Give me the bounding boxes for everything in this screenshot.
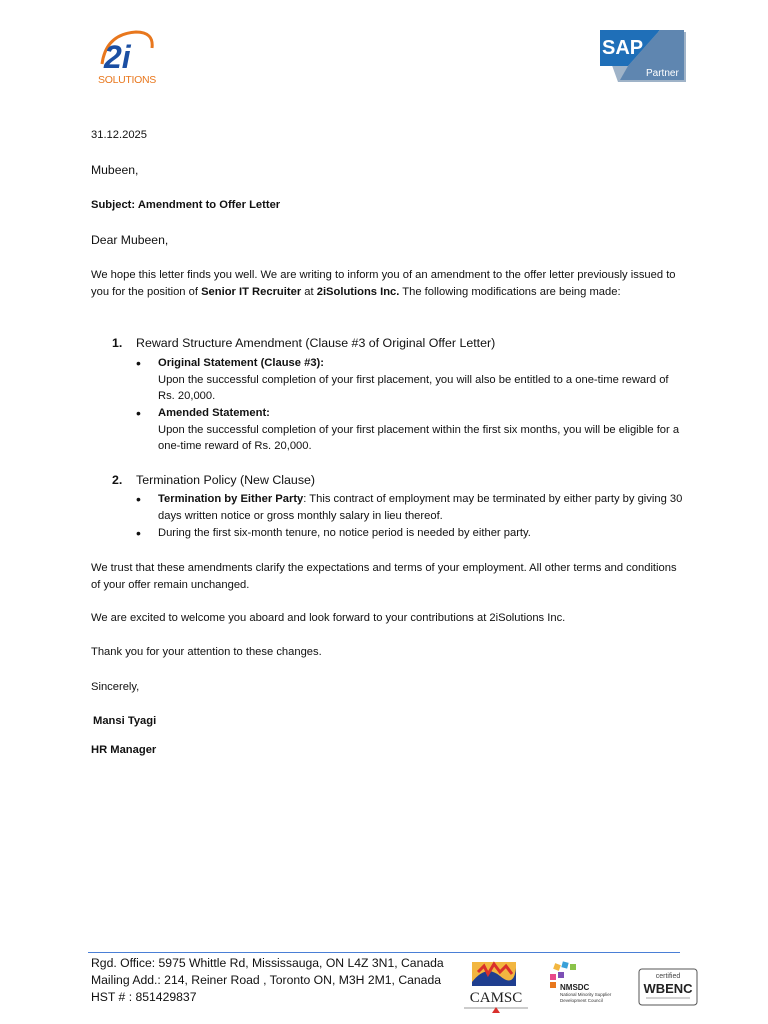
bullet-text: Upon the successful completion of your first placement, you will also be entitled to a one-time reward of Rs. 20,000. — [158, 373, 669, 402]
bullet-icon: • — [136, 525, 141, 541]
wbenc-label: WBENC — [643, 981, 693, 996]
closing-paragraph: We are excited to welcome you aboard and look forward to your contributions at 2iSolutions Inc. — [91, 612, 566, 624]
section-title: Termination Policy (New Clause) — [136, 473, 316, 487]
company-logo-mark: 2i — [104, 39, 131, 75]
camsc-logo — [460, 960, 532, 1016]
sap-logo-text: SAP — [602, 37, 644, 59]
closing-paragraph: We trust that these amendments clarify the expectations and terms of your employment. All other terms and conditions of your offer remain unchanged. — [91, 562, 677, 591]
closing-paragraph: Thank you for your attention to these changes. — [91, 646, 322, 658]
intro-text-end: The following modifications are being made: — [399, 285, 621, 298]
bullet-item — [158, 355, 686, 405]
footer-registered-office: Rgd. Office: 5975 Whittle Rd, Mississauga, ON L4Z 3N1, Canada — [91, 956, 444, 970]
company-logo-sub: SOLUTIONS — [98, 74, 156, 86]
position-title: Senior IT Recruiter — [201, 285, 302, 298]
nmsdc-logo — [544, 960, 622, 1016]
wbenc-top: certified — [655, 973, 681, 980]
recipient-name: Mubeen, — [91, 163, 139, 177]
bullet-item — [158, 491, 686, 524]
bullet-text: During the first six-month tenure, no notice period is needed by either party. — [158, 527, 531, 539]
bullet-label: Termination by Either Party — [158, 493, 304, 505]
bullet-text: : This contract of employment may be terminated by either party by giving 30 days written notice or gross monthly salary in lieu thereof. — [158, 493, 683, 522]
intro-text: We hope this letter finds you well. We are writing to inform you of an amendment to the offer letter previously issued to you for the position of — [91, 269, 676, 298]
sap-partner-logo — [598, 28, 690, 84]
bullet-label: Amended Statement: — [158, 407, 270, 419]
intro-text-connector: at — [301, 285, 317, 298]
partner-logo-sub: Partner — [646, 68, 679, 79]
section-number: 2. — [112, 473, 123, 487]
footer-divider — [88, 952, 680, 953]
intro-paragraph — [91, 267, 686, 300]
bullet-label: Original Statement (Clause #3): — [158, 357, 324, 369]
nmsdc-sub: National Minority Supplier Development Council — [560, 992, 612, 1003]
company-logo — [96, 26, 158, 88]
signer-name: Mansi Tyagi — [93, 715, 157, 727]
letter-subject: Subject: Amendment to Offer Letter — [91, 199, 281, 211]
footer-mailing-address: Mailing Add.: 214, Reiner Road , Toronto ON, M3H 2M1, Canada — [91, 973, 442, 987]
bullet-item — [158, 405, 686, 455]
salutation: Dear Mubeen, — [91, 233, 169, 247]
bullet-icon: • — [136, 491, 141, 507]
bullet-text: Upon the successful completion of your first placement within the first six months, you will be eligible for a one-time reward of Rs. 20,000. — [158, 423, 680, 452]
wbenc-logo — [638, 968, 698, 1006]
signoff: Sincerely, — [91, 681, 140, 693]
footer-hst-number: HST # : 851429837 — [91, 990, 197, 1004]
nmsdc-label: NMSDC — [560, 983, 590, 992]
section-title: Reward Structure Amendment (Clause #3 of Original Offer Letter) — [136, 336, 496, 350]
company-name: 2iSolutions Inc. — [316, 285, 400, 298]
bullet-item — [158, 525, 686, 542]
section-number: 1. — [112, 336, 123, 350]
bullet-icon: • — [136, 405, 141, 421]
signer-title: HR Manager — [91, 744, 157, 756]
bullet-icon: • — [136, 355, 141, 371]
letter-date: 31.12.2025 — [91, 129, 147, 141]
camsc-label: CAMSC — [469, 990, 523, 1006]
